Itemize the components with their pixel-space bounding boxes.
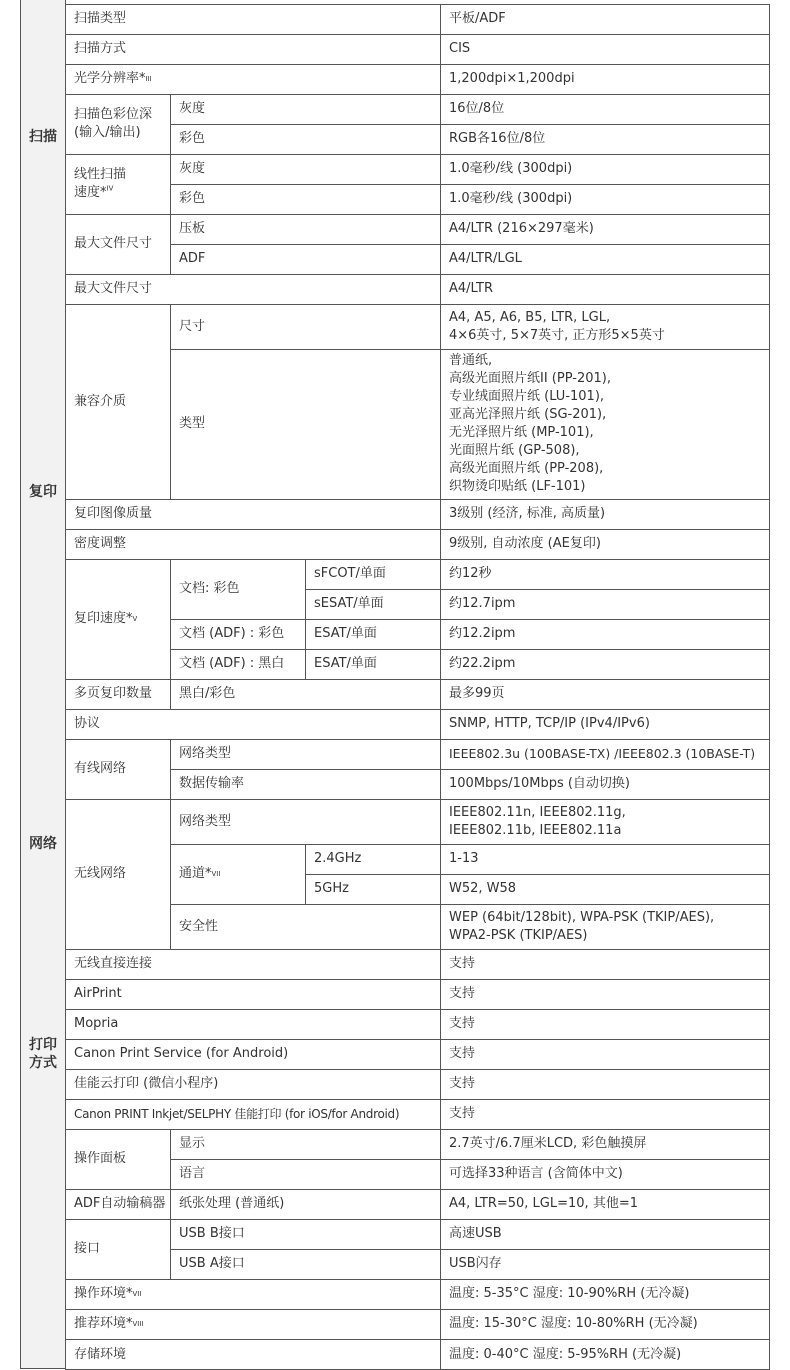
media-label: 兼容介质: [65, 304, 171, 500]
adf-bw-esat-value: 约22.2ipm: [440, 649, 770, 680]
copy-quality-value: 3级别 (经济, 标准, 高质量): [440, 499, 770, 530]
section-network: 网络: [20, 709, 66, 980]
mopria-value: 支持: [440, 1009, 770, 1040]
sesat-label: sESAT/单面: [305, 589, 441, 620]
wired-rate-label: 数据传输率: [170, 769, 441, 800]
media-type-value: 普通纸, 高级光面照片纸II (PP-201), 专业绒面照片纸 (LU-101), 亚高光泽照片纸 (SG-201), 无光泽照片纸 (MP-101), 光面照片纸 (GP-508), 高级光面照片纸 (PP-208), 织物烫印贴纸 (LF-101): [440, 349, 770, 500]
language-value: 可选择33种语言 (含简体中文): [440, 1159, 770, 1190]
channel-label: 通道* VII: [170, 844, 306, 905]
wired-label: 有线网络: [65, 739, 171, 800]
operating-env-text: 操作环境*: [74, 1286, 133, 1301]
line-speed-gray-value: 1.0毫秒/线 (300dpi): [440, 154, 770, 185]
protocol-value: SNMP, HTTP, TCP/IP (IPv4/IPv6): [440, 709, 770, 740]
scan-method-label: 扫描方式: [65, 34, 441, 65]
airprint-value: 支持: [440, 979, 770, 1010]
storage-env-label: 存储环境: [65, 1339, 441, 1370]
adf-feeder-value: A4, LTR=50, LGL=10, 其他=1: [440, 1189, 770, 1220]
operating-env-label: 操作环境* VII: [65, 1279, 441, 1310]
media-size-label: 尺寸: [170, 304, 441, 350]
canon-print-service-value: 支持: [440, 1039, 770, 1070]
canon-print-inkjet-label: Canon PRINT Inkjet/SELPHY 佳能打印 (for iOS/for Android): [65, 1099, 441, 1130]
color-depth-color-value: RGB各16位/8位: [440, 124, 770, 155]
adf-color-esat-value: 约12.2ipm: [440, 619, 770, 650]
color-depth-gray-value: 16位/8位: [440, 94, 770, 125]
scan-max-doc-platen-label: 压板: [170, 214, 441, 245]
copy-max-doc-value: A4/LTR: [440, 274, 770, 305]
wireless-direct-value: 支持: [440, 949, 770, 980]
wireless-direct-label: 无线直接连接: [65, 949, 441, 980]
usb-b-value: 高速USB: [440, 1219, 770, 1250]
density-value: 9级别, 自动浓度 (AE复印): [440, 529, 770, 560]
line-speed-text: 线性扫描 速度*: [74, 167, 127, 200]
channel-5-label: 5GHz: [305, 874, 441, 905]
optical-resolution-value: 1,200dpi×1,200dpi: [440, 64, 770, 95]
optical-resolution-label: 光学分辨率* III: [65, 64, 441, 95]
channel-text: 通道*: [179, 866, 212, 881]
section-scan: 扫描: [20, 0, 66, 275]
security-value: WEP (64bit/128bit), WPA-PSK (TKIP/AES), WPA2-PSK (TKIP/AES): [440, 904, 770, 950]
display-label: 显示: [170, 1129, 441, 1160]
storage-env-value: 温度: 0-40°C 湿度: 5-95%RH (无冷凝): [440, 1339, 770, 1370]
interface-label: 接口: [65, 1219, 171, 1280]
sfcot-label: sFCOT/单面: [305, 559, 441, 590]
scan-type-value: 平板/ADF: [440, 4, 770, 35]
usb-b-label: USB B接口: [170, 1219, 441, 1250]
section-copy: 复印: [20, 274, 66, 710]
line-speed-color-label: 彩色: [170, 184, 441, 215]
sesat-value: 约12.7ipm: [440, 589, 770, 620]
footnote-marker: IV: [106, 184, 114, 193]
canon-print-inkjet-value: 支持: [440, 1099, 770, 1130]
scan-method-value: CIS: [440, 34, 770, 65]
multi-copy-label: 多页复印数量: [65, 679, 171, 710]
panel-label: 操作面板: [65, 1129, 171, 1190]
recommended-env-value: 温度: 15-30°C 湿度: 10-80%RH (无冷凝): [440, 1309, 770, 1340]
line-speed-label: [65, 154, 171, 215]
section-general: [20, 1129, 66, 1369]
doc-color-label: 文档: 彩色: [170, 559, 306, 620]
line-speed-gray-label: 灰度: [170, 154, 441, 185]
optical-resolution-text: 光学分辨率*: [74, 71, 146, 86]
scan-type-label: 扫描类型: [65, 4, 441, 35]
cloud-print-value: 支持: [440, 1069, 770, 1100]
protocol-label: 协议: [65, 709, 441, 740]
adf-feeder-sub-label: 纸张处理 (普通纸): [170, 1189, 441, 1220]
usb-a-label: USB A接口: [170, 1249, 441, 1280]
media-type-label: 类型: [170, 349, 441, 500]
adf-bw-esat-label: ESAT/单面: [305, 649, 441, 680]
color-depth-gray-label: 灰度: [170, 94, 441, 125]
wired-rate-value: 100Mbps/10Mbps (自动切换): [440, 769, 770, 800]
security-label: 安全性: [170, 904, 441, 950]
wireless-label: 无线网络: [65, 799, 171, 950]
channel-24-label: 2.4GHz: [305, 844, 441, 875]
recommended-env-text: 推荐环境*: [74, 1316, 133, 1331]
section-print: 打印 方式: [20, 979, 66, 1130]
color-depth-label: 扫描色彩位深 (输入/输出): [65, 94, 171, 155]
line-speed-color-value: 1.0毫秒/线 (300dpi): [440, 184, 770, 215]
copy-quality-label: 复印图像质量: [65, 499, 441, 530]
multi-copy-value: 最多99页: [440, 679, 770, 710]
copy-speed-label: 复印速度* V: [65, 559, 171, 680]
display-value: 2.7英寸/6.7厘米LCD, 彩色触摸屏: [440, 1129, 770, 1160]
color-depth-color-label: 彩色: [170, 124, 441, 155]
media-size-value: A4, A5, A6, B5, LTR, LGL, 4×6英寸, 5×7英寸, 正方形5×5英寸: [440, 304, 770, 350]
canon-print-service-label: Canon Print Service (for Android): [65, 1039, 441, 1070]
airprint-label: AirPrint: [65, 979, 441, 1010]
copy-max-doc-label: 最大文件尺寸: [65, 274, 441, 305]
operating-env-value: 温度: 5-35°C 湿度: 10-90%RH (无冷凝): [440, 1279, 770, 1310]
scan-max-doc-platen-value: A4/LTR (216×297毫米): [440, 214, 770, 245]
sfcot-value: 约12秒: [440, 559, 770, 590]
cloud-print-label: 佳能云打印 (微信小程序): [65, 1069, 441, 1100]
channel-5-value: W52, W58: [440, 874, 770, 905]
scan-max-doc-adf-label: ADF: [170, 244, 441, 275]
recommended-env-label: 推荐环境* VIII: [65, 1309, 441, 1340]
mopria-label: Mopria: [65, 1009, 441, 1040]
multi-copy-sub-label: 黑白/彩色: [170, 679, 441, 710]
adf-feeder-label: ADF自动输稿器: [65, 1189, 171, 1220]
scan-max-doc-adf-value: A4/LTR/LGL: [440, 244, 770, 275]
wireless-type-value: IEEE802.11n, IEEE802.11g, IEEE802.11b, IEEE802.11a: [440, 799, 770, 845]
wired-type-value: IEEE802.3u (100BASE-TX) /IEEE802.3 (10BASE-T): [440, 739, 770, 770]
wired-type-label: 网络类型: [170, 739, 441, 770]
language-label: 语言: [170, 1159, 441, 1190]
wireless-type-label: 网络类型: [170, 799, 441, 845]
channel-24-value: 1-13: [440, 844, 770, 875]
adf-color-esat-label: ESAT/单面: [305, 619, 441, 650]
density-label: 密度调整: [65, 529, 441, 560]
adf-color-label: 文档 (ADF) : 彩色: [170, 619, 306, 650]
scan-max-doc-label: 最大文件尺寸: [65, 214, 171, 275]
usb-a-value: USB闪存: [440, 1249, 770, 1280]
copy-speed-text: 复印速度*: [74, 611, 133, 626]
adf-bw-label: 文档 (ADF) : 黑白: [170, 649, 306, 680]
table-top-border: [65, 4, 770, 5]
